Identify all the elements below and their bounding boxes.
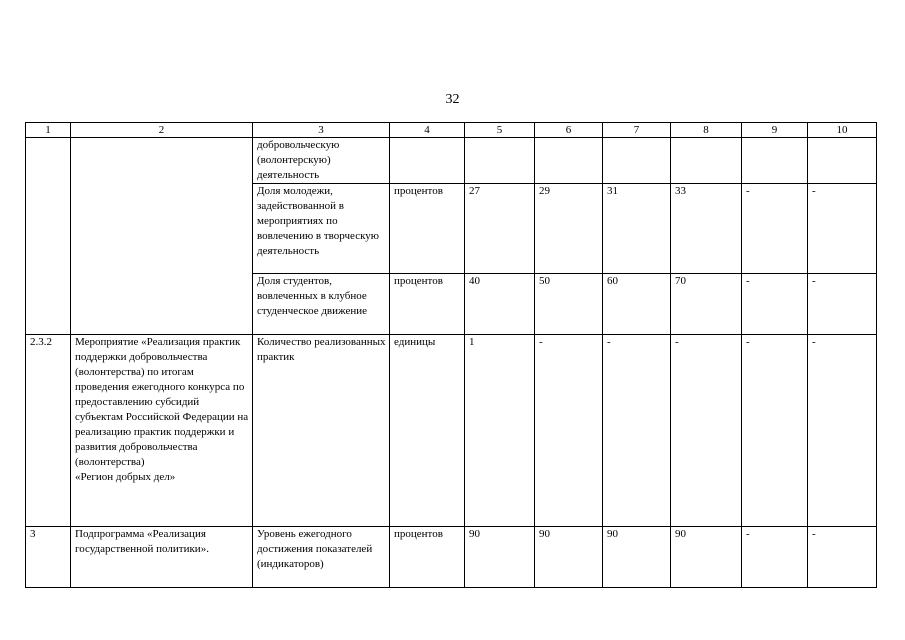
header-cell: 10: [808, 123, 877, 138]
value-cell: 90: [671, 527, 742, 588]
indicator-cell: Уровень ежегодного достижения показателей (индикаторов): [253, 527, 390, 588]
unit-cell: процентов: [390, 527, 465, 588]
value-cell: -: [742, 184, 808, 274]
value-cell: [742, 138, 808, 184]
value-cell: -: [808, 527, 877, 588]
value-cell: 50: [535, 274, 603, 335]
header-cell: 1: [26, 123, 71, 138]
indicator-cell: добровольческую (волонтерскую) деятельность: [253, 138, 390, 184]
value-cell: 90: [465, 527, 535, 588]
value-cell: 33: [671, 184, 742, 274]
indicator-cell: Доля студентов, вовлеченных в клубное студенческое движение: [253, 274, 390, 335]
value-cell: 60: [603, 274, 671, 335]
value-cell: -: [742, 527, 808, 588]
activity-text: Мероприятие «Реализация практик поддержки добровольчества (волонтерства) по итогам проведения ежегодного конкурса по предоставлению субсидий субъектам Российской Федерации на реализацию практик поддержки и развития добровольчества (волонтерства): [75, 336, 249, 468]
value-cell: -: [808, 335, 877, 527]
value-cell: -: [808, 274, 877, 335]
indicator-cell: Количество реализованных практик: [253, 335, 390, 527]
header-cell: 5: [465, 123, 535, 138]
row-number-cell: 3: [26, 527, 71, 588]
header-cell: 9: [742, 123, 808, 138]
value-cell: [671, 138, 742, 184]
indicator-cell: Доля молодежи, задействованной в мероприятиях по вовлечению в творческую деятельность: [253, 184, 390, 274]
table-row: [26, 335, 877, 527]
activity-cell: Подпрограмма «Реализация государственной политики».: [71, 527, 253, 588]
header-cell: 8: [671, 123, 742, 138]
value-cell: 90: [603, 527, 671, 588]
value-cell: 40: [465, 274, 535, 335]
unit-cell: единицы: [390, 335, 465, 527]
header-cell: 4: [390, 123, 465, 138]
indicators-table: [25, 122, 877, 588]
value-cell: -: [535, 335, 603, 527]
activity-cell: [71, 335, 253, 527]
value-cell: [535, 138, 603, 184]
value-cell: [603, 138, 671, 184]
value-cell: 29: [535, 184, 603, 274]
table-row: [26, 527, 877, 588]
value-cell: -: [742, 335, 808, 527]
row-number-cell: [26, 138, 71, 335]
table-row: [26, 138, 877, 184]
value-cell: -: [808, 184, 877, 274]
table-header-row: [26, 123, 877, 138]
value-cell: 90: [535, 527, 603, 588]
activity-text-suffix: «Регион добрых дел»: [75, 471, 176, 483]
header-cell: 7: [603, 123, 671, 138]
header-cell: 6: [535, 123, 603, 138]
activity-cell: [71, 138, 253, 335]
value-cell: -: [742, 274, 808, 335]
value-cell: [465, 138, 535, 184]
page-number: 32: [445, 92, 460, 107]
value-cell: 1: [465, 335, 535, 527]
unit-cell: процентов: [390, 274, 465, 335]
value-cell: -: [671, 335, 742, 527]
header-cell: 3: [253, 123, 390, 138]
value-cell: 70: [671, 274, 742, 335]
value-cell: -: [603, 335, 671, 527]
value-cell: 31: [603, 184, 671, 274]
value-cell: 27: [465, 184, 535, 274]
row-number-cell: 2.3.2: [26, 335, 71, 527]
unit-cell: процентов: [390, 184, 465, 274]
value-cell: [808, 138, 877, 184]
unit-cell: [390, 138, 465, 184]
header-cell: 2: [71, 123, 253, 138]
